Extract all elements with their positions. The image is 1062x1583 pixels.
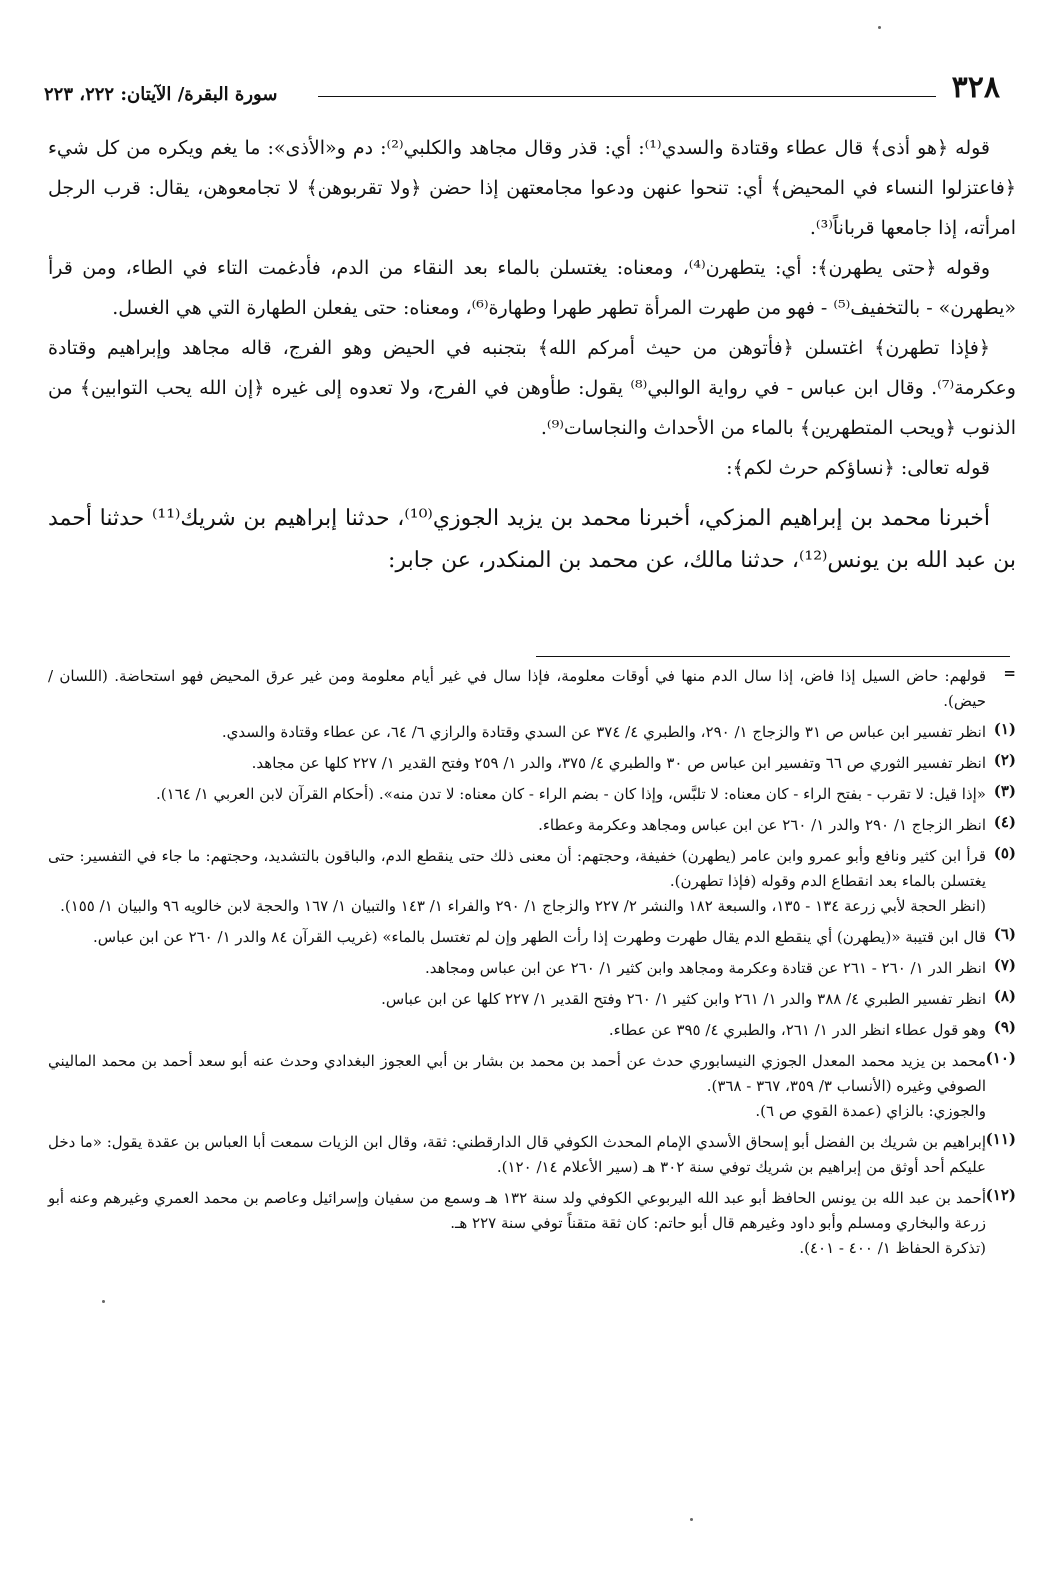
footnote-7 — [48, 956, 1016, 981]
paragraph-verse-1: قوله ﴿هو أذى﴾ قال عطاء وقتادة والسدي⁽¹⁾: أي: قذر وقال مجاهد والكلبي⁽²⁾: دم و«الأذى»: ما يغم ويكره من كل شيء ﴿فاعتزلوا النساء في المحيض﴾ أي: تنحوا عنهن ودعوا مجامعتهن إذا حضن ﴿ولا تقربوهن﴾ لا تجامعوهن، يقال: قرب الرجل امرأته، إذا جامعها قرباناً⁽³⁾. — [48, 137, 1016, 239]
footnote-mark: (٢) — [993, 751, 1016, 769]
scan-speck — [878, 26, 881, 29]
page-number: ٣٢٨ — [951, 70, 1000, 105]
scan-speck — [690, 1518, 693, 1521]
footnote-mark: (١) — [993, 720, 1016, 738]
footnote-3 — [48, 782, 1016, 807]
paragraph-verse-2: وقوله ﴿حتى يطهرن﴾: أي: يتطهرن⁽⁴⁾، ومعناه: يغتسلن بالماء بعد النقاء من الدم، فأدغمت التاء في الطاء، ومن قرأ «يطهرن» - بالتخفيف⁽⁵⁾ - فهو من طهرت المرأة تطهر طهرا وطهارة⁽⁶⁾، ومعناه: حتى يفعلن الطهارة التي هي الغسل. — [48, 257, 1016, 319]
footnote-text: قولهم: حاض السيل إذا فاض، إذا سال الدم منها في أوقات معلومة، فإذا سال في غير أيام معلومة ومن غير عرق المحيض فهو استحاضة. (اللسان / حيض). — [48, 667, 986, 710]
footnote-text: انظر الدر ١/ ٢٦٠ - ٢٦١ عن قتادة وعكرمة ومجاهد وابن كثير ١/ ٢٦٠ عن ابن عباس ومجاهد. — [424, 959, 986, 977]
footnote-mark: (٨) — [993, 987, 1016, 1005]
footnote-4 — [48, 813, 1016, 838]
footnote-continued — [48, 664, 1016, 714]
narration-chain: أخبرنا محمد بن إبراهيم المزكي، أخبرنا محمد بن يزيد الجوزي⁽¹⁰⁾، حدثنا إبراهيم بن شريك⁽¹¹⁾ حدثنا أحمد بن عبد الله بن يونس⁽¹²⁾، حدثنا مالك، عن محمد بن المنكدر، عن جابر: — [48, 506, 1016, 573]
footnote-mark: (٥) — [993, 844, 1016, 862]
footnote-8 — [48, 987, 1016, 1012]
footnote-12 — [48, 1186, 1016, 1261]
paragraph-verse-3: ﴿فإذا تطهرن﴾ اغتسلن ﴿فأتوهن من حيث أمركم الله﴾ بتجنبه في الحيض وهو الفرج، قاله مجاهد وإبراهيم وقتادة وعكرمة⁽⁷⁾. وقال ابن عباس - في رواية الوالبي⁽⁸⁾ يقول: طأوهن في الفرج، ولا تعدوه إلى غيره ﴿إن الله يحب التوابين﴾ من الذنوب ﴿ويحب المتطهرين﴾ بالماء من الأحداث والنجاسات⁽⁹⁾. — [48, 337, 1016, 439]
footnote-text: انظر تفسير الثوري ص ٦٦ وتفسير ابن عباس ص ٣٠ والطبري ٤/ ٣٧٥، والدر ١/ ٢٥٩ وفتح القدير ١/ ٢٢٧ كلها عن مجاهد. — [251, 754, 986, 772]
footnote-mark: (٤) — [993, 813, 1016, 831]
running-header-title: سورة البقرة/ الآيتان: ٢٢٢، ٢٢٣ — [44, 84, 278, 105]
footnote-2 — [48, 751, 1016, 776]
footnote-text: والجوزي: بالزاي (عمدة القوي ص ٦). — [755, 1102, 986, 1120]
footnote-text: (انظر الحجة لأبي زرعة ١٣٤ - ١٣٥، والسبعة ١٨٢ والنشر ٢/ ٢٢٧ والزجاج ١/ ٢٩٠ والفراء ١/ ١٤٣ والتبيان ١/ ١٦٧ والحجة لابن خالويه ٩٦ والبيان ١/ ١٥٥). — [60, 897, 986, 915]
footnote-separator — [536, 656, 1010, 657]
footnote-1 — [48, 720, 1016, 745]
footnote-text: انظر الزجاج ١/ ٢٩٠ والدر ١/ ٢٦٠ عن ابن عباس ومجاهد وعكرمة وعطاء. — [538, 816, 986, 834]
footnote-10 — [48, 1049, 1016, 1124]
footnote-text: قال ابن قتيبة «(يطهرن) أي ينقطع الدم يقال طهرت وطهرت إذا رأت الطهر وإن لم تغتسل بالماء» (غريب القرآن ٨٤ والدر ١/ ٢٦٠ عن ابن عباس. — [93, 928, 986, 946]
footnote-text: إبراهيم بن شريك بن الفضل أبو إسحاق الأسدي الإمام المحدث الكوفي قال الدارقطني: ثقة، وقال ابن الزيات سمعت أبا العباس بن عقدة يقول: «ما دخل عليكم أحد أوثق من إبراهيم بن شريك توفي سنة ٣٠٢ هـ (سير الأعلام ١٤/ ١٢٠). — [48, 1133, 986, 1176]
footnote-mark: (١٠) — [985, 1049, 1016, 1067]
footnote-text: انظر تفسير الطبري ٤/ ٣٨٨ والدر ١/ ٢٦١ وابن كثير ١/ ٢٦٠ وفتح القدير ١/ ٢٢٧ كلها عن ابن عباس. — [381, 990, 986, 1008]
main-text — [48, 128, 1016, 582]
footnote-5 — [48, 844, 1016, 919]
section-heading: قوله تعالى: ﴿نساؤكم حرث لكم﴾: — [726, 457, 990, 479]
footnote-mark: (٣) — [993, 782, 1016, 800]
footnote-text: (تذكرة الحفاظ ١/ ٤٠٠ - ٤٠١). — [799, 1239, 986, 1257]
footnote-text: محمد بن يزيد محمد المعدل الجوزي النيسابوري حدث عن أحمد بن محمد بن بشار بن أبي العجوز البغدادي وحدث عنه أبو سعد أحمد بن محمد الماليني الصوفي وغيره (الأنساب ٣/ ٣٥٩، ٣٦٧ - ٣٦٨). — [48, 1052, 986, 1095]
footnote-6 — [48, 925, 1016, 950]
footnote-text: انظر تفسير ابن عباس ص ٣١ والزجاج ١/ ٢٩٠، والطبري ٤/ ٣٧٤ عن السدي وقتادة والرازي ٦/ ٦٤، عن عطاء وقتادة والسدي. — [221, 723, 986, 741]
footnote-text: وهو قول عطاء انظر الدر ١/ ٢٦١، والطبري ٤/ ٣٩٥ عن عطاء. — [608, 1021, 986, 1039]
footnotes — [48, 664, 1016, 1267]
footnote-mark: = — [1003, 664, 1016, 682]
footnote-mark: (٩) — [993, 1018, 1016, 1036]
footnote-11 — [48, 1130, 1016, 1180]
footnote-text: قرأ ابن كثير ونافع وأبو عمرو وابن عامر (يطهرن) خفيفة، وحجتهم: أن معنى ذلك حتى ينقطع الدم، والباقون بالتشديد، وحجتهم: ما جاء في التفسير: حتى يغتسلن بالماء بعد انقطاع الدم وقوله (فإذا تطهرن). — [48, 847, 986, 890]
header-rule — [318, 96, 936, 97]
footnote-mark: (٦) — [993, 925, 1016, 943]
footnote-text: «إذا قيل: لا تقرب - بفتح الراء - كان معناه: لا تلبَّس، وإذا كان - بضم الراء - كان معناه: لا تدن منه». (أحكام القرآن لابن العربي ١/ ١٦٤). — [156, 785, 986, 803]
scan-speck — [102, 1300, 105, 1303]
footnote-9 — [48, 1018, 1016, 1043]
footnote-mark: (١٢) — [985, 1186, 1016, 1204]
footnote-mark: (١١) — [985, 1130, 1016, 1148]
footnote-text: أحمد بن عبد الله بن يونس الحافظ أبو عبد الله اليربوعي الكوفي ولد سنة ١٣٢ هـ وسمع من سفيان وإسرائيل وعاصم بن محمد العمري وغيرهم وعنه أبو زرعة والبخاري ومسلم وأبو داود وغيرهم قال أبو حاتم: كان ثقة متقناً توفي سنة ٢٢٧ هـ. — [48, 1189, 986, 1232]
footnote-mark: (٧) — [993, 956, 1016, 974]
